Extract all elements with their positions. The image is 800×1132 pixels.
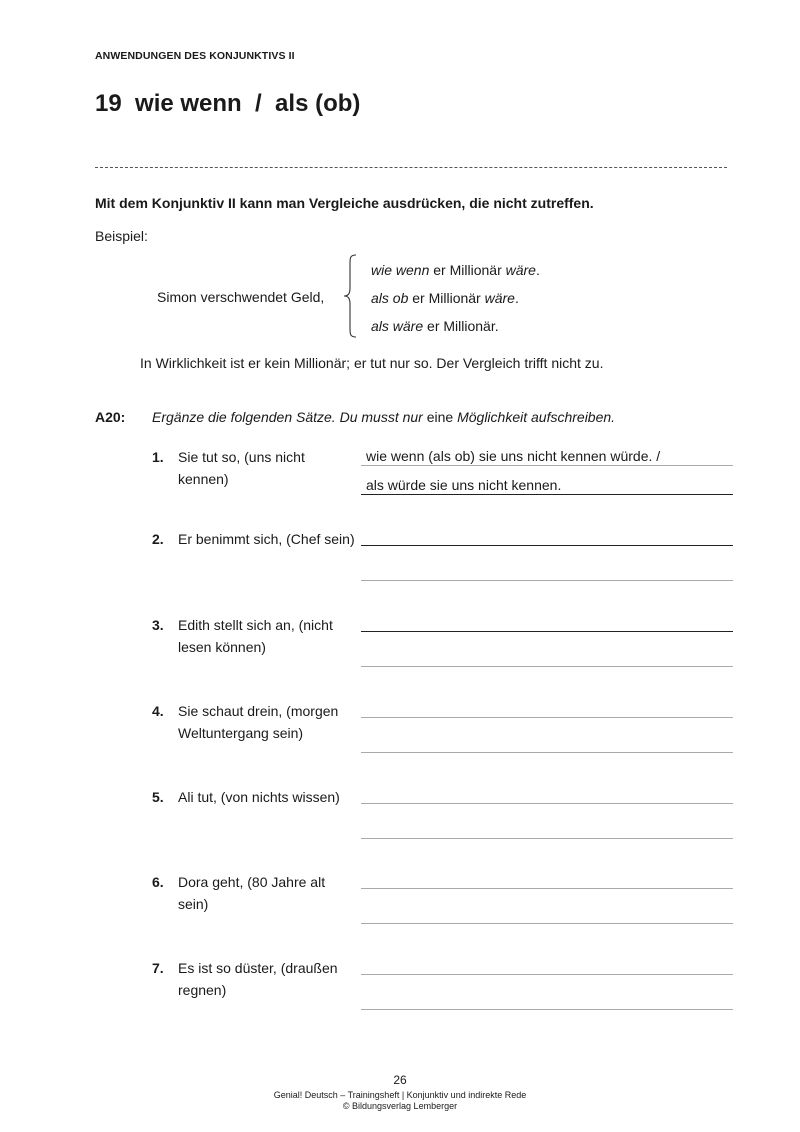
answer-line[interactable] — [361, 545, 733, 546]
answer-line[interactable] — [361, 838, 733, 839]
answer-text-1: wie wenn (als ob) sie uns nicht kennen würde. / — [366, 448, 661, 464]
example-variant-1 — [371, 262, 540, 278]
exercise-number: 7. — [152, 960, 164, 976]
variant-text: er Millionär — [408, 290, 485, 306]
page-number: 26 — [393, 1073, 407, 1087]
intro-text: Mit dem Konjunktiv II kann man Vergleiche ausdrücken, die nicht zutreffen. — [95, 195, 594, 211]
exercise-number: 5. — [152, 789, 164, 805]
dashed-divider — [95, 167, 727, 168]
task-part-3: Möglichkeit aufschreiben. — [457, 409, 616, 425]
exercise-prompt: Er benimmt sich, (Chef sein) — [178, 531, 355, 547]
variant-text: er Millionär. — [423, 318, 499, 334]
exercise-number: 2. — [152, 531, 164, 547]
example-label: Beispiel: — [95, 228, 148, 244]
answer-line[interactable] — [361, 974, 733, 975]
page-title: 19 wie wenn / als (ob) — [95, 90, 361, 117]
variant-end: . — [535, 262, 540, 278]
curly-brace-icon — [340, 254, 364, 338]
task-label: A20: — [95, 409, 126, 425]
footer-publication: Genial! Deutsch – Trainingsheft | Konjunktiv und indirekte Rede — [273, 1090, 527, 1100]
answer-line[interactable] — [361, 631, 733, 632]
exercise-number: 1. — [152, 449, 164, 465]
answer-line[interactable] — [361, 1009, 733, 1010]
task-instruction — [152, 409, 615, 425]
exercise-prompt: Sie schaut drein, (morgen Weltuntergang sein) — [178, 703, 339, 741]
exercise-number: 3. — [152, 617, 164, 633]
example-variant-2 — [371, 290, 519, 306]
example-variant-3 — [371, 318, 499, 334]
answer-line[interactable] — [361, 465, 733, 466]
variant-verb: wäre — [505, 262, 536, 278]
answer-line[interactable] — [361, 494, 733, 495]
answer-line[interactable] — [361, 580, 733, 581]
exercise-prompt: Ali tut, (von nichts wissen) — [178, 789, 340, 805]
variant-conjunction: als wäre — [371, 318, 424, 334]
answer-line[interactable] — [361, 666, 733, 667]
exercise-number: 4. — [152, 703, 164, 719]
answer-line[interactable] — [361, 717, 733, 718]
answer-line[interactable] — [361, 803, 733, 804]
answer-text-2: als würde sie uns nicht kennen. — [366, 477, 562, 493]
footer-copyright: © Bildungsverlag Lemberger — [342, 1101, 458, 1111]
task-part-2: eine — [422, 409, 458, 425]
variant-conjunction: als ob — [371, 290, 409, 306]
variant-conjunction: wie wenn — [371, 262, 430, 278]
exercise-prompt: Dora geht, (80 Jahre alt sein) — [178, 874, 326, 912]
exercise-prompt: Es ist so düster, (draußen regnen) — [178, 960, 338, 998]
answer-line[interactable] — [361, 888, 733, 889]
section-header: ANWENDUNGEN DES KONJUNKTIVS II — [95, 50, 295, 62]
answer-line[interactable] — [361, 923, 733, 924]
variant-text: er Millionär — [429, 262, 506, 278]
variant-verb: wäre — [484, 290, 515, 306]
exercise-prompt: Edith stellt sich an, (nicht lesen können) — [178, 617, 333, 655]
example-subject: Simon verschwendet Geld, — [157, 289, 325, 305]
exercise-prompt: Sie tut so, (uns nicht kennen) — [178, 449, 305, 487]
answer-line[interactable] — [361, 752, 733, 753]
reality-note: In Wirklichkeit ist er kein Millionär; er tut nur so. Der Vergleich trifft nicht zu. — [140, 355, 604, 371]
exercise-number: 6. — [152, 874, 164, 890]
variant-end: . — [514, 290, 519, 306]
task-part-1: Ergänze die folgenden Sätze. Du musst nur — [152, 409, 423, 425]
